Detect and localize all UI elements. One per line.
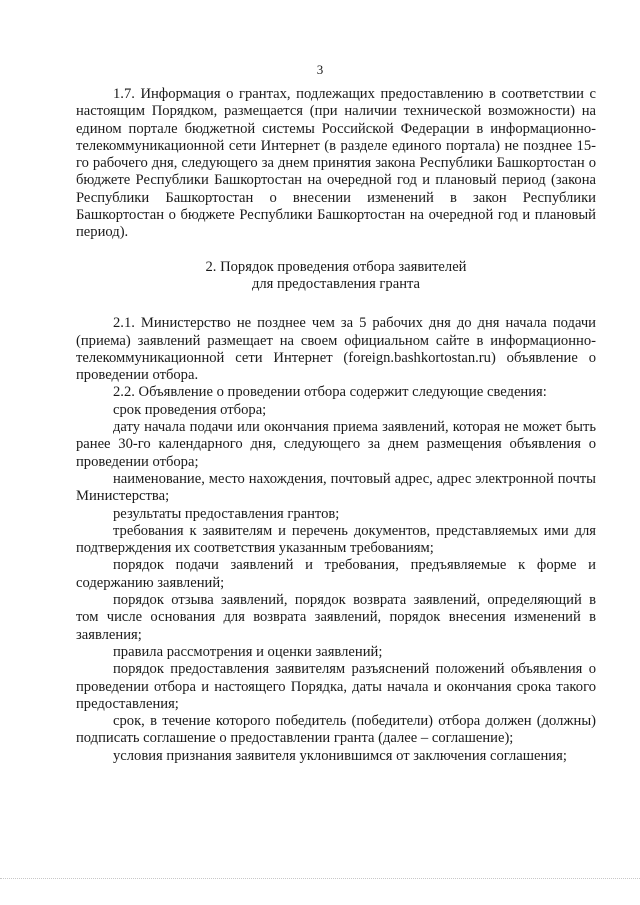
heading-line-2: для предоставления гранта <box>251 275 421 292</box>
heading-line-1: 2. Порядок проведения отбора заявителей <box>205 258 467 275</box>
section-2-heading <box>76 259 596 294</box>
paragraph-2-1: 2.1. Министерство не позднее чем за 5 рабочих дня до дня начала подачи (приема) заявлений размещает на своем официальном сайте в информационно-телекоммуникационной сети Интернет (foreign.bashkortostan.ru) объявление о проведении отбора. <box>76 315 596 384</box>
list-item: порядок отзыва заявлений, порядок возврата заявлений, определяющий в том числе основания для возврата заявлений, порядок внесения изменений в заявления; <box>76 592 596 643</box>
page-number: 3 <box>316 62 324 77</box>
list-item: результаты предоставления грантов; <box>113 505 340 522</box>
list-item: срок, в течение которого победитель (победители) отбора должен (должны) подписать соглашение о предоставлении гранта (далее – соглашение); <box>76 713 596 747</box>
paragraph-1-7: 1.7. Информация о грантах, подлежащих предоставлению в соответствии с настоящим Порядком, размещается (при наличии технической возможности) на едином портале бюджетной системы Российской Федерации в информационно-телекоммуникационной сети Интернет (в разделе единого портала) не позднее 15-го рабочего дня, следующего за днем принятия закона Республики Башкортостан о бюджете Республики Башкортостан на очередной год и плановый период (закона Республики Башкортостан о внесении изменений в закон Республики Башкортостан о бюджете Республики Башкортостан на очередной год и плановый период). <box>76 86 596 241</box>
list-item: дату начала подачи или окончания приема заявлений, которая не может быть ранее 30-го календарного дня, следующего за днем размещения объявления о проведении отбора; <box>76 419 596 470</box>
list-item: правила рассмотрения и оценки заявлений; <box>113 643 383 660</box>
list-item: порядок предоставления заявителям разъяснений положений объявления о проведении отбора и настоящего Порядка, даты начала и окончания срока такого предоставления; <box>76 661 596 712</box>
list-item: порядок подачи заявлений и требования, предъявляемые к форме и содержанию заявлений; <box>76 557 596 591</box>
document-body <box>76 86 596 765</box>
paragraph-2-2: 2.2. Объявление о проведении отбора содержит следующие сведения: <box>113 384 547 401</box>
list-item: наименование, место нахождения, почтовый адрес, адрес электронной почты Министерства; <box>76 470 596 505</box>
scan-edge-divider <box>0 878 640 880</box>
list-item: срок проведения отбора; <box>113 401 267 418</box>
list-item: требования к заявителям и перечень документов, представляемых ими для подтверждения их соответствия указанным требованиям; <box>76 522 596 557</box>
list-item: условия признания заявителя уклонившимся от заключения соглашения; <box>113 747 567 764</box>
